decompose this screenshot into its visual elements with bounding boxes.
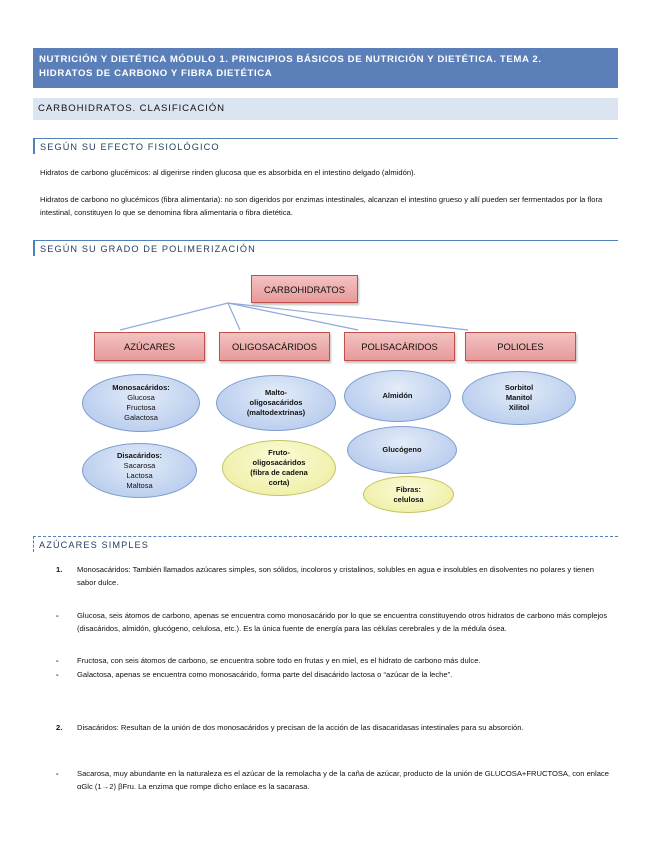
dash-bullet: -: [56, 769, 59, 778]
section-title: CARBOHIDRATOS. CLASIFICACIÓN: [33, 98, 618, 120]
dash-bullet: -: [56, 670, 59, 679]
ellipse-almidon: [344, 370, 451, 422]
mono-item: Galactosa: [124, 413, 158, 422]
fruto-line: Fruto-: [268, 448, 290, 457]
galactosa-text: Galactosa, apenas se encuentra como monosacárido, forma parte del disacárido lactosa o “azúcar de la leche”.: [77, 670, 453, 679]
dash-bullet: -: [56, 611, 59, 620]
mono-item: Glucosa: [127, 393, 155, 402]
glucemicos-label: Hidratos de carbono glucémicos:: [40, 168, 151, 177]
ellipse-maltooligosacaridos: [216, 375, 336, 431]
connector-azucares: [120, 303, 228, 330]
connector-polisacaridos: [228, 303, 358, 330]
carbohydrate-diagram: [80, 268, 580, 513]
mono-title: Monosacáridos:: [112, 383, 170, 392]
dash-bullet: -: [56, 656, 59, 665]
node-azucares: AZÚCARES: [94, 332, 205, 361]
document-title-line2: HIDRATOS DE CARBONO Y FIBRA DIETÉTICA: [39, 68, 273, 79]
fruto-line: oligosacáridos: [252, 458, 306, 467]
fibras-line: celulosa: [393, 494, 424, 504]
bullet-galactosa: [56, 668, 611, 681]
connector-polioles: [228, 303, 468, 330]
list-item-disacaridos: [56, 721, 611, 734]
heading-polimerizacion: SEGÚN SU GRADO DE POLIMERIZACIÓN: [33, 240, 618, 256]
list-item-monosacaridos: [56, 563, 611, 589]
heading-azucares-simples: AZÚCARES SIMPLES: [33, 536, 618, 552]
ellipse-glucogeno: [347, 426, 457, 474]
document-title-bar: [33, 48, 618, 88]
ellipse-frutooligosacaridos: [222, 440, 336, 496]
di-item: Lactosa: [126, 470, 153, 480]
document-title-line1: NUTRICIÓN Y DIETÉTICA MÓDULO 1. PRINCIPIOS BÁSICOS DE NUTRICIÓN Y DIETÉTICA. TEMA 2.: [39, 54, 542, 65]
bullet-glucosa: [56, 609, 611, 635]
mono-item: Fructosa: [126, 403, 156, 412]
di-item: Maltosa: [126, 480, 153, 490]
poliol-item: Sorbitol: [504, 383, 534, 392]
malto-line: (maltodextrinas): [246, 408, 306, 417]
bullet-sacarosa: [56, 767, 611, 793]
ellipse-monosacaridos: [82, 374, 200, 432]
monosacaridos-text: Monosacáridos: También llamados azúcares simples, son sólidos, incoloros y cristalinos, solubles en agua e insolubles en disolventes no polares y tienen sabor dulce.: [77, 565, 594, 587]
list-number: 1.: [56, 565, 63, 574]
fructosa-text: Fructosa, con seis átomos de carbono, se encuentra sobre todo en frutas y en miel, es el hidrato de carbono más dulce.: [77, 656, 481, 665]
almidon-label: Almidón: [382, 391, 413, 400]
malto-line: oligosacáridos: [249, 398, 303, 407]
node-oligosacaridos: OLIGOSACÁRIDOS: [219, 332, 330, 361]
ellipse-fibras: [363, 476, 454, 513]
node-polioles: POLIOLES: [465, 332, 576, 361]
di-title: Disacáridos:: [116, 450, 163, 460]
fruto-line: (fibra de cadena: [250, 468, 308, 477]
bullet-fructosa: [56, 654, 611, 667]
di-item: Sacarosa: [123, 460, 156, 470]
glucemicos-text: al digerirse rinden glucosa que es absorbida en el intestino delgado (almidón).: [150, 168, 416, 177]
fruto-line: corta): [268, 478, 290, 487]
node-polisacaridos: POLISACÁRIDOS: [344, 332, 455, 361]
connector-oligosacaridos: [228, 303, 240, 330]
ellipse-disacaridos: [82, 443, 197, 498]
poliol-item: Manitol: [505, 393, 533, 402]
node-carbohidratos: CARBOHIDRATOS: [251, 275, 358, 303]
poliol-item: Xilitol: [508, 403, 530, 412]
ellipse-polioles: [462, 371, 576, 425]
sacarosa-text: Sacarosa, muy abundante en la naturaleza es el azúcar de la remolacha y de la caña de azúcar, producto de la unión de GLUCOSA+FRUCTOSA, con enlace αGlc (1→2) βFru. La enzima que rompe dicho enlace es la sacarasa.: [77, 769, 609, 791]
malto-line: Malto-: [264, 388, 288, 397]
list-number: 2.: [56, 723, 63, 732]
heading-efecto-fisiologico: SEGÚN SU EFECTO FISIOLÓGICO: [33, 138, 618, 154]
fibras-line: Fibras:: [395, 484, 421, 494]
paragraph-no-glucemicos: Hidratos de carbono no glucémicos (fibra alimentaria): no son digeridos por enzimas intestinales, alcanzan el intestino grueso y allí pueden ser fermentados por la flora intestinal, constituyen lo que se denomina fibra alimentaria o fibra dietética.: [40, 195, 603, 217]
glucosa-text: Glucosa, seis átomos de carbono, apenas se encuentra como monosacárido por lo que se encuentra constituyendo otros hidratos de carbono más complejos (disacáridos, almidón, glucógeno, celulosa, etc.). Es la única fuente de energía para las células cerebrales y de la médula ósea.: [77, 611, 608, 633]
paragraph-glucemicos: [40, 166, 615, 179]
disacaridos-text: Disacáridos: Resultan de la unión de dos monosacáridos y precisan de la acción de las disacaridasas intestinales para su absorción.: [77, 723, 524, 732]
glucogeno-label: Glucógeno: [382, 445, 422, 454]
